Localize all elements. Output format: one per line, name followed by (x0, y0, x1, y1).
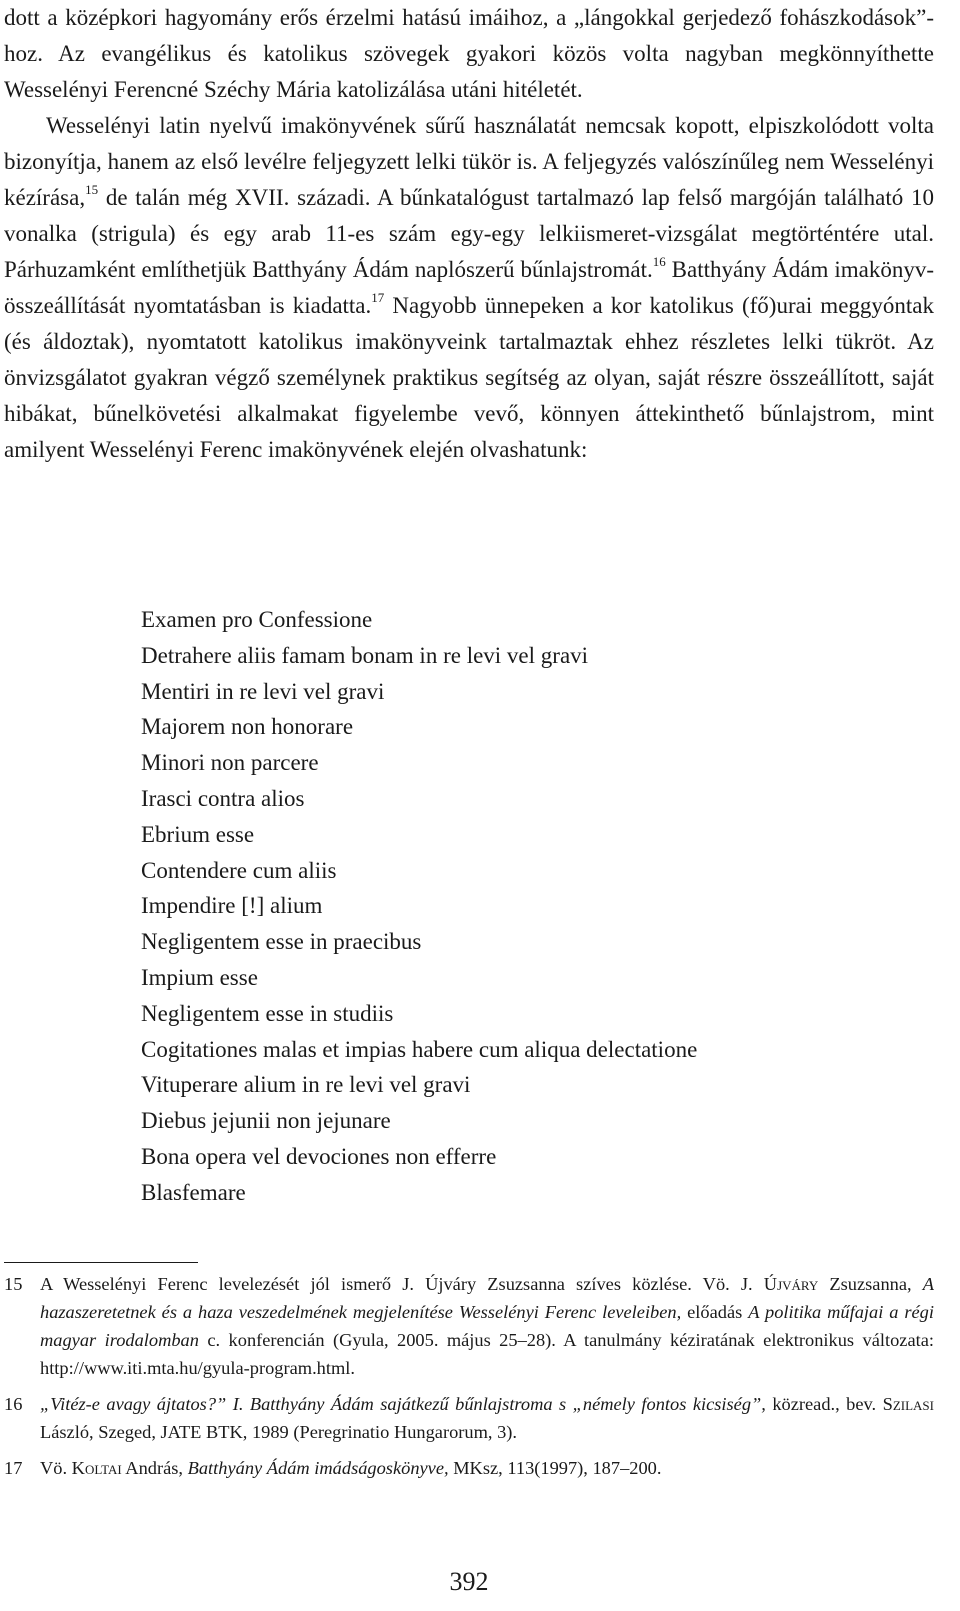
footnote-ref-15[interactable]: 15 (85, 182, 99, 198)
paragraph-1: dott a középkori hagyomány erős érzelmi hatású imáihoz, a „lángokkal gerjedező fohászkodások”-hoz. Az evangélikus és katolikus szövegek gyakori közös volta nagyban megkönnyíthette Wesselényi Ferencné Széchy Mária katolizálása utáni hitéletét. (4, 5, 934, 102)
examen-list-item: Impendire [!] alium (141, 893, 323, 919)
footnote-text: Zsuzsanna, (818, 1274, 923, 1294)
examen-list-item: Bona opera vel devociones non efferre (141, 1143, 497, 1169)
paragraph-2-part-2: de talán még XVII. századi. A bűnkatalógust tartalmazó lap felső margóján található 10 vonalka (strigula) és egy arab 11-es szám egy-egy lelkiismeret-vizsgálat megtörténtére utal. Párhuzamként említhetjük Batthyány Ádám naplószerű bűnlajstromát. (4, 185, 934, 282)
work-title: A hazaszeretetnek és a haza veszedelmének megjelenítése Wesselényi Ferenc leveleiben, (40, 1274, 934, 1322)
paragraph-2-part-3: Batthyány Ádám imakönyv-összeállítását nyomtatásban is kiadatta. (4, 257, 934, 318)
footnote-ref-17[interactable]: 17 (371, 290, 385, 306)
examen-list-item: Diebus jejunii non jejunare (141, 1108, 391, 1134)
author-name: Koltai (71, 1458, 122, 1478)
examen-list-item: Vituperare alium in re levi vel gravi (141, 1072, 471, 1098)
author-name: Újváry (763, 1274, 819, 1294)
paragraph-2-part-1: Wesselényi latin nyelvű imakönyvének sűrű használatát nemcsak kopott, elpiszkolódott volta bizonyítja, hanem az első levélre feljegyzett lelki tükör is. A feljegyzés valószínűleg nem Wesselényi kézírása, (4, 113, 934, 210)
author-name: Szilasi (882, 1394, 934, 1414)
main-text (4, 0, 934, 468)
footnote-text: c. konferencián (Gyula, 2005. május 25–28). A tanulmány kéziratának elektronikus változata: http://www.iti.mta.hu/gyula-program.html. (40, 1330, 934, 1378)
footnote-number: 15 (4, 1274, 23, 1294)
footnote-text: László, Szeged, JATE BTK, 1989 (Peregrinatio Hungarorum, 3). (40, 1422, 518, 1442)
examen-list-item: Irasci contra alios (141, 785, 305, 811)
examen-list (141, 602, 697, 1211)
examen-list-item: Cogitationes malas et impias habere cum aliqua delectatione (141, 1036, 698, 1062)
examen-list-item: Blasfemare (141, 1179, 246, 1205)
footnote-text: A Wesselényi Ferenc levelezését jól ismerő J. Újváry Zsuzsanna szíves közlése. Vö. J. (40, 1274, 764, 1294)
examen-list-item: Examen pro Confessione (141, 607, 373, 632)
page-number: 392 (449, 1567, 489, 1596)
footnote-number: 16 (4, 1394, 23, 1414)
examen-list-item: Minori non parcere (141, 750, 319, 776)
page (4, 0, 934, 1596)
examen-list-item: Ebrium esse (141, 821, 255, 847)
footnote-text: közread., bev. (765, 1394, 883, 1414)
footnote-16 (4, 1390, 934, 1446)
paragraph-2-part-4: Nagyobb ünnepeken a kor katolikus (fő)urai meggyóntak (és áldoztak), nyomtatott katolikus imakönyveink tartalmaztak ehhez részletes lelki tükröt. Az önvizsgálatot gyakran végző személynek praktikus segítség az olyan, saját részre összeállított, saját hibákat, bűnelkövetési alkalmakat figyelembe vevő, könnyen áttekinthető bűnlajstrom, mint amilyent Wesselényi Ferenc imakönyvének elején olvashatunk: (4, 293, 934, 462)
footnote-separator (4, 1262, 198, 1263)
examen-list-item: Detrahere aliis famam bonam in re levi vel gravi (141, 642, 589, 668)
examen-list-item: Mentiri in re levi vel gravi (141, 678, 385, 704)
examen-list-item: Impium esse (141, 964, 258, 990)
examen-list-item: Majorem non honorare (141, 714, 354, 740)
footnote-15 (4, 1270, 934, 1382)
paragraph-2 (4, 108, 934, 468)
footnote-text: András, (121, 1458, 188, 1478)
footnote-text: előadás (681, 1302, 749, 1322)
work-title: Batthyány Ádám imádságoskönyve, (187, 1458, 449, 1478)
footnote-number: 17 (4, 1458, 23, 1478)
conference-title: A politika műfajai a régi magyar irodalomban (40, 1302, 934, 1350)
footnotes (4, 1270, 934, 1490)
footnote-text: MKsz, 113(1997), 187–200. (448, 1458, 662, 1478)
footnote-text: Vö. (40, 1458, 72, 1478)
examen-list-item: Contendere cum aliis (141, 857, 337, 883)
footnote-ref-16[interactable]: 16 (652, 254, 666, 270)
work-title: „Vitéz-e avagy ájtatos?” I. Batthyány Ádám sajátkezű bűnlajstroma s „némely fontos kicsiség”, (40, 1394, 766, 1414)
examen-list-item: Negligentem esse in studiis (141, 1000, 394, 1026)
examen-list-item: Negligentem esse in praecibus (141, 929, 422, 955)
footnote-17 (4, 1454, 934, 1482)
